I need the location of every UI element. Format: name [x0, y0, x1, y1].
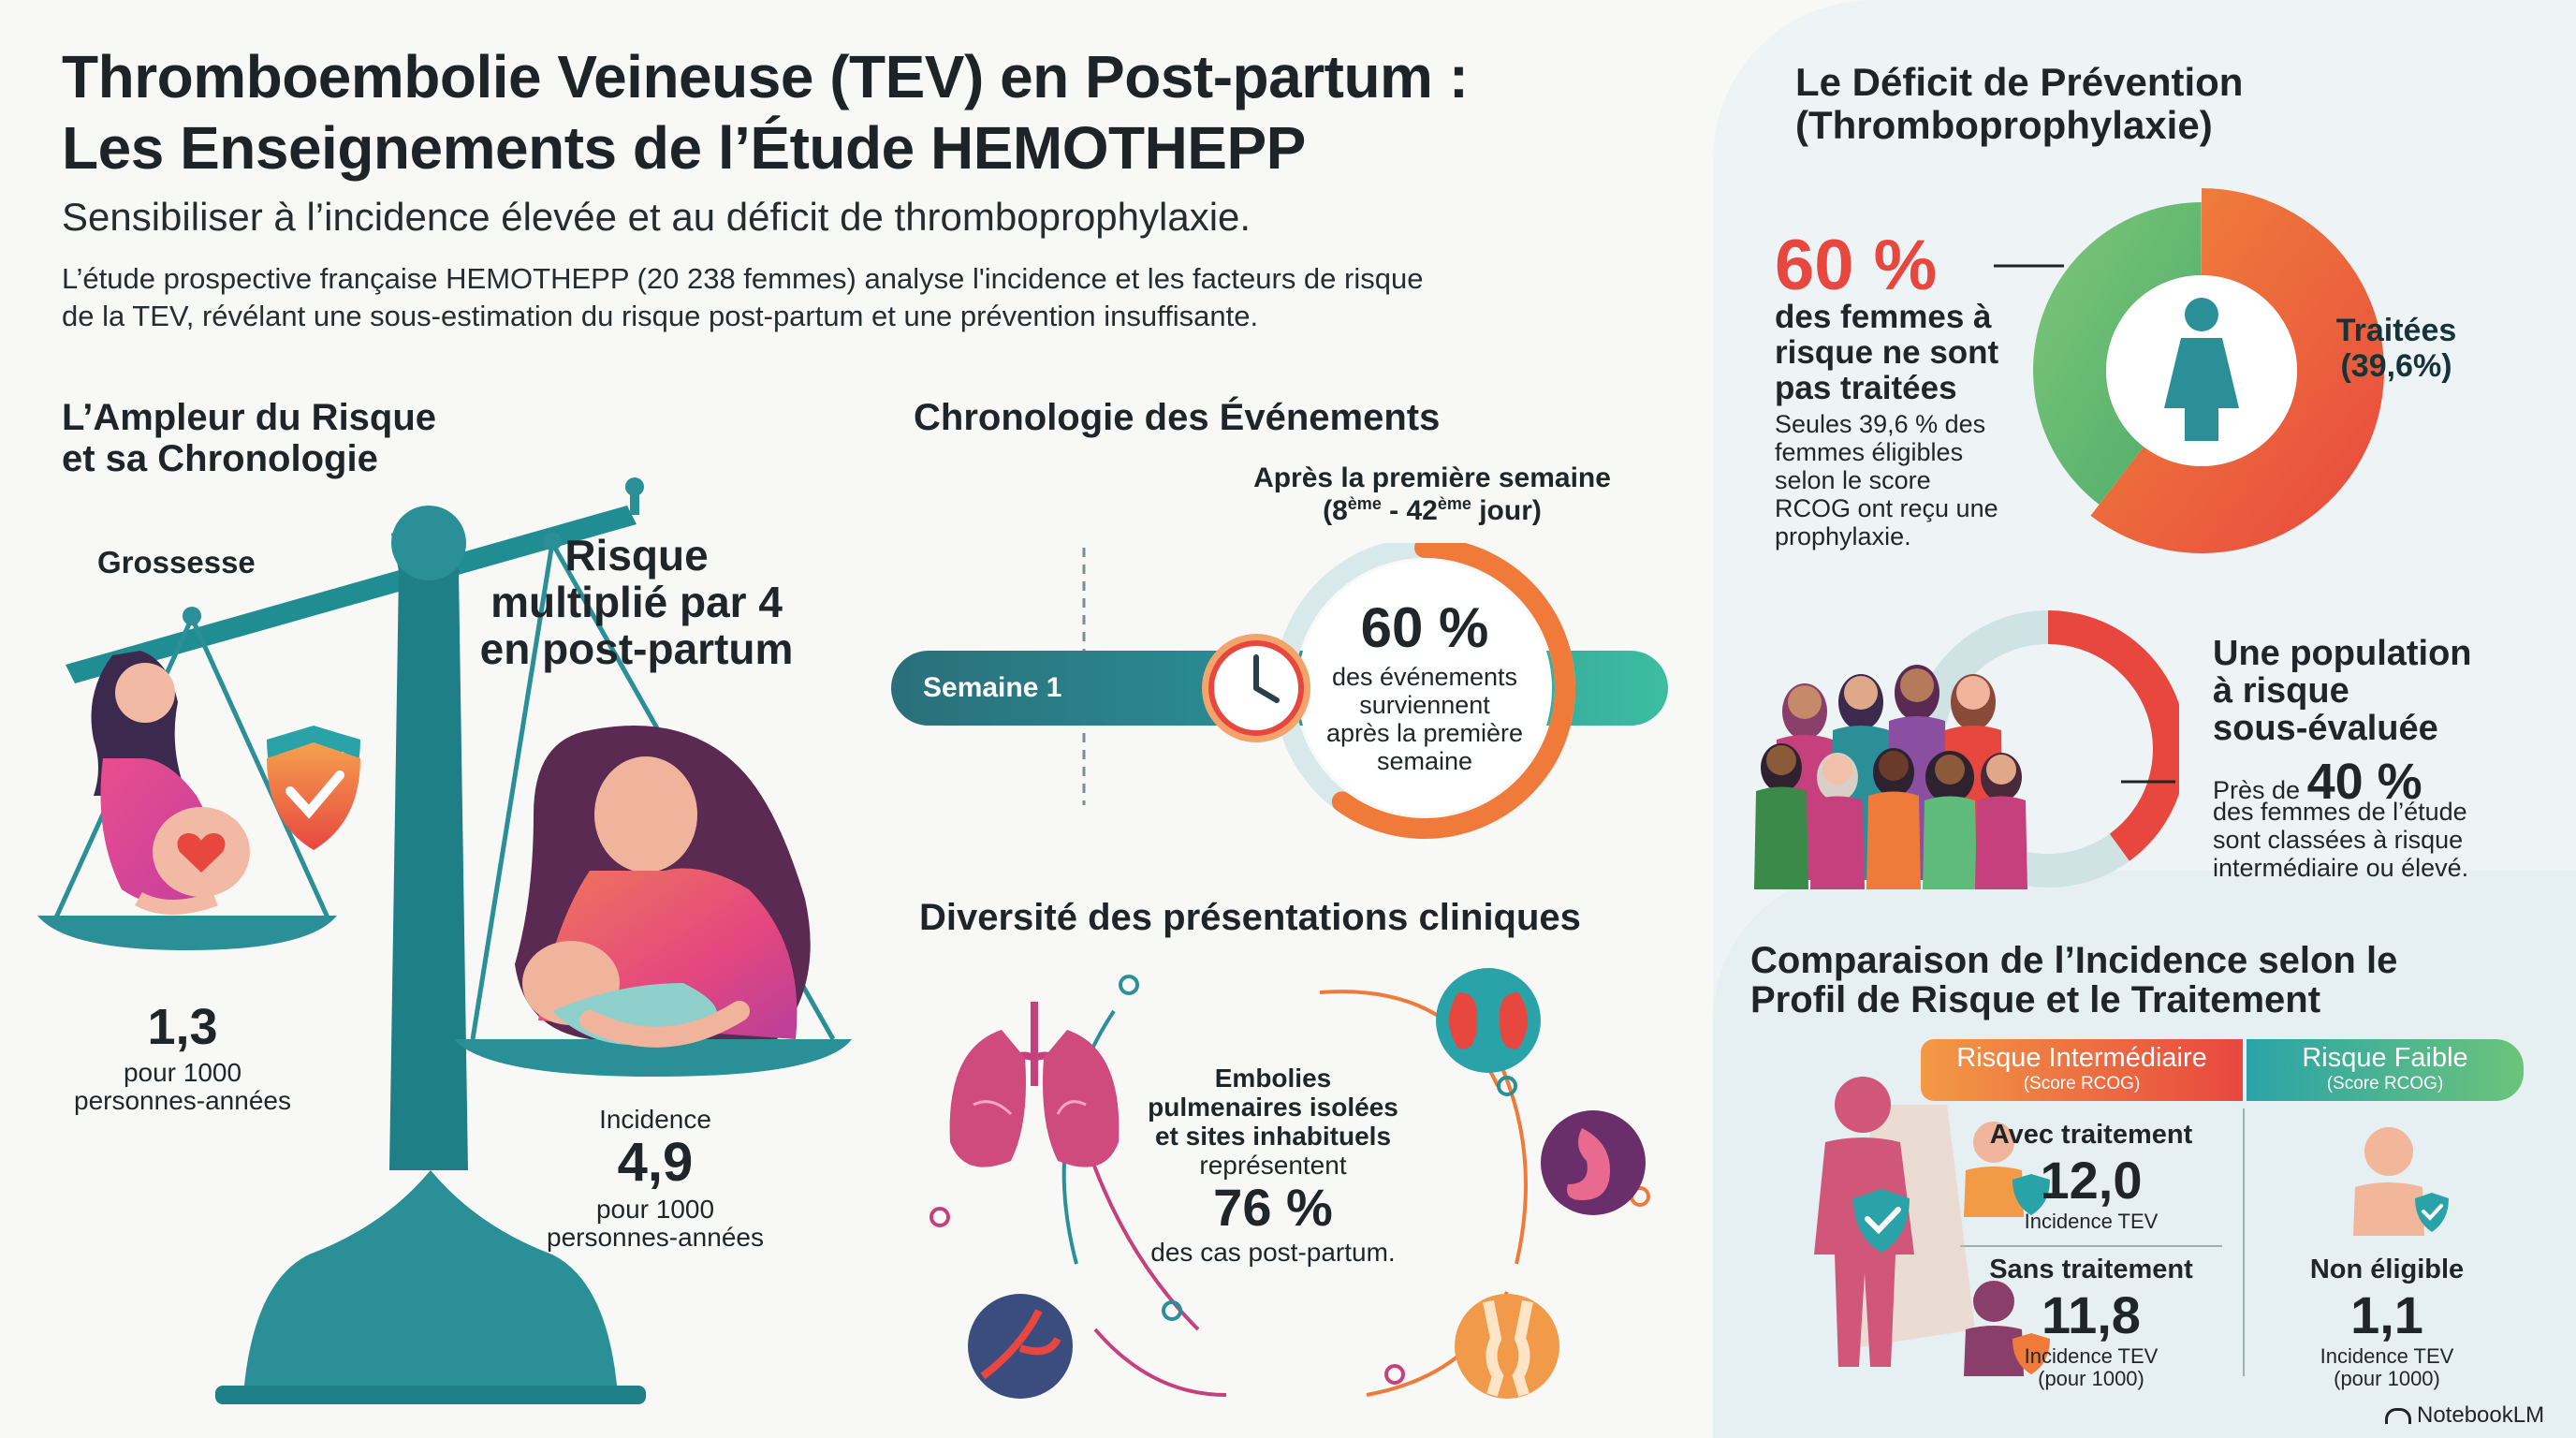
clinical-line4: représentent [1199, 1151, 1347, 1180]
clinical-line3: et sites inhabituels [1154, 1122, 1392, 1151]
low-risk-person-icon [2353, 1127, 2449, 1236]
without-treatment-value: 11,8 [2042, 1285, 2141, 1344]
untreated-line3: pas traitées [1775, 370, 1957, 406]
week1-label: Semaine 1 [923, 672, 1062, 703]
untreated-percent: 60 % [1775, 226, 1938, 305]
lungs-icon [950, 1002, 1120, 1167]
timeline-after-line1: Après la première semaine [1253, 462, 1611, 493]
timeline-heading: Chronologie des Événements [914, 397, 1441, 438]
breastfeeding-mother-figure [515, 726, 811, 1045]
prevention-detail-line1: Seules 39,6 % des [1775, 410, 1986, 438]
population-heading-line3: sous-évaluée [2213, 709, 2438, 748]
prevention-heading-line1: Le Déficit de Prévention [1795, 60, 2244, 104]
timeline-after-line2: (8ème - 42ème jour) [1323, 494, 1542, 526]
intro-line2: de la TEV, révélant une sous-estimation du risque post-partum et une prévention insuffisante. [62, 300, 1259, 332]
clinical-line5: des cas post-partum. [1150, 1238, 1396, 1267]
timeline-desc-line2: surviennent [1359, 691, 1490, 719]
brand-text: NotebookLM [2417, 1402, 2545, 1428]
page-subtitle: Sensibiliser à l’incidence élevée et au déficit de thromboprophylaxie. [62, 195, 1251, 239]
comparison-heading-line2: Profil de Risque et le Traitement [1750, 979, 2321, 1020]
risk-callout-line3: en post-partum [479, 624, 794, 673]
not-eligible-label: Non éligible [2309, 1255, 2465, 1284]
postpartum-unit-line2: personnes-années [547, 1223, 764, 1252]
stomach-icon [1541, 1110, 1646, 1215]
pregnancy-label: Grossesse [97, 545, 256, 580]
clock-icon [1202, 634, 1310, 742]
kidneys-icon [1436, 968, 1541, 1073]
with-treatment-unit: Incidence TEV [2024, 1210, 2159, 1233]
postpartum-unit-line1: pour 1000 [595, 1195, 715, 1224]
clinical-percent: 76 % [1213, 1178, 1333, 1237]
comparison-heading-line1: Comparaison de l’Incidence selon le [1750, 940, 2398, 981]
population-heading-line2: à risque [2213, 671, 2349, 711]
postpartum-shield-icon [267, 742, 360, 850]
page-title-line1: Thromboembolie Veineuse (TEV) en Post-partum : [62, 43, 1469, 110]
tab-low-sub: (Score RCOG) [2326, 1074, 2444, 1093]
population-percent: 40 % [2306, 754, 2422, 810]
timeline-desc-line3: après la première [1325, 719, 1524, 747]
population-desc-line1: des femmes de l’étude [2213, 798, 2467, 826]
tab-intermediate-label: Risque Intermédiaire [1956, 1043, 2207, 1073]
not-eligible-unit-line2: (pour 1000) [2334, 1367, 2440, 1390]
risk-callout-line1: Risque [564, 531, 709, 580]
not-eligible-value: 1,1 [2350, 1285, 2423, 1344]
knee-joint-icon [1455, 1294, 1559, 1399]
pregnancy-incidence-value: 1,3 [147, 999, 218, 1055]
pregnancy-unit-line2: personnes-années [74, 1086, 291, 1115]
population-desc-line3: intermédiaire ou élevé. [2213, 854, 2469, 882]
page-title-line2: Les Enseignements de l’Étude HEMOTHEPP [62, 114, 1306, 182]
notebooklm-brand [2385, 1402, 2544, 1429]
treated-label-line1: Traitées [2335, 313, 2457, 348]
risk-heading-line2: et sa Chronologie [62, 438, 378, 479]
tab-low-label: Risque Faible [2302, 1043, 2468, 1073]
notebooklm-logo-icon [2385, 1408, 2411, 1424]
risk-heading-line1: L’Ampleur du Risque [62, 397, 437, 438]
tab-intermediate-sub: (Score RCOG) [2023, 1074, 2141, 1093]
postpartum-incidence-label: Incidence [599, 1105, 711, 1134]
with-treatment-value: 12,0 [2040, 1151, 2143, 1210]
clinical-line2: pulmenaires isolées [1148, 1093, 1398, 1122]
untreated-line2: risque ne sont [1775, 334, 1999, 371]
intro-line1: L’étude prospective française HEMOTHEPP (20 238 femmes) analyse l'incidence et les facteurs de risque [62, 262, 1424, 295]
untreated-line1: des femmes à [1775, 299, 1992, 335]
population-near-line: Près de 40 % [2213, 754, 2422, 810]
clinical-line1: Embolies [1214, 1064, 1332, 1093]
treated-label-line2: (39,6%) [2340, 348, 2452, 384]
population-heading-line1: Une population [2213, 634, 2472, 673]
prevention-detail-line4: RCOG ont reçu une [1775, 494, 1998, 522]
prevention-heading-line2: (Thromboprophylaxie) [1795, 103, 2213, 147]
clinical-heading: Diversité des présentations cliniques [919, 897, 1581, 938]
prevention-detail-line2: femmes éligibles [1775, 438, 1964, 466]
prevention-detail-line5: prophylaxie. [1775, 522, 1911, 550]
vein-clot-icon [968, 1294, 1073, 1399]
population-percentage-arc [2048, 627, 2170, 847]
population-desc-line2: sont classées à risque [2213, 826, 2464, 854]
timeline-desc-line1: des événements [1331, 663, 1518, 691]
without-treatment-unit-line2: (pour 1000) [2038, 1367, 2144, 1390]
timeline-desc-line4: semaine [1376, 747, 1473, 775]
women-group-icon [1754, 665, 2027, 889]
without-treatment-unit-line1: Incidence TEV [2024, 1344, 2159, 1368]
timeline-percent: 60 % [1360, 596, 1489, 659]
not-eligible-unit-line1: Incidence TEV [2320, 1344, 2454, 1368]
with-treatment-label: Avec traitement [1989, 1120, 2193, 1150]
without-treatment-label: Sans traitement [1989, 1255, 2193, 1284]
risk-callout-line2: multiplié par 4 [490, 578, 783, 626]
postpartum-incidence-value: 4,9 [617, 1132, 694, 1193]
population-graphic [1749, 599, 2179, 908]
pregnancy-unit-line1: pour 1000 [123, 1058, 242, 1087]
prevention-detail-line3: selon le score [1775, 466, 1931, 494]
